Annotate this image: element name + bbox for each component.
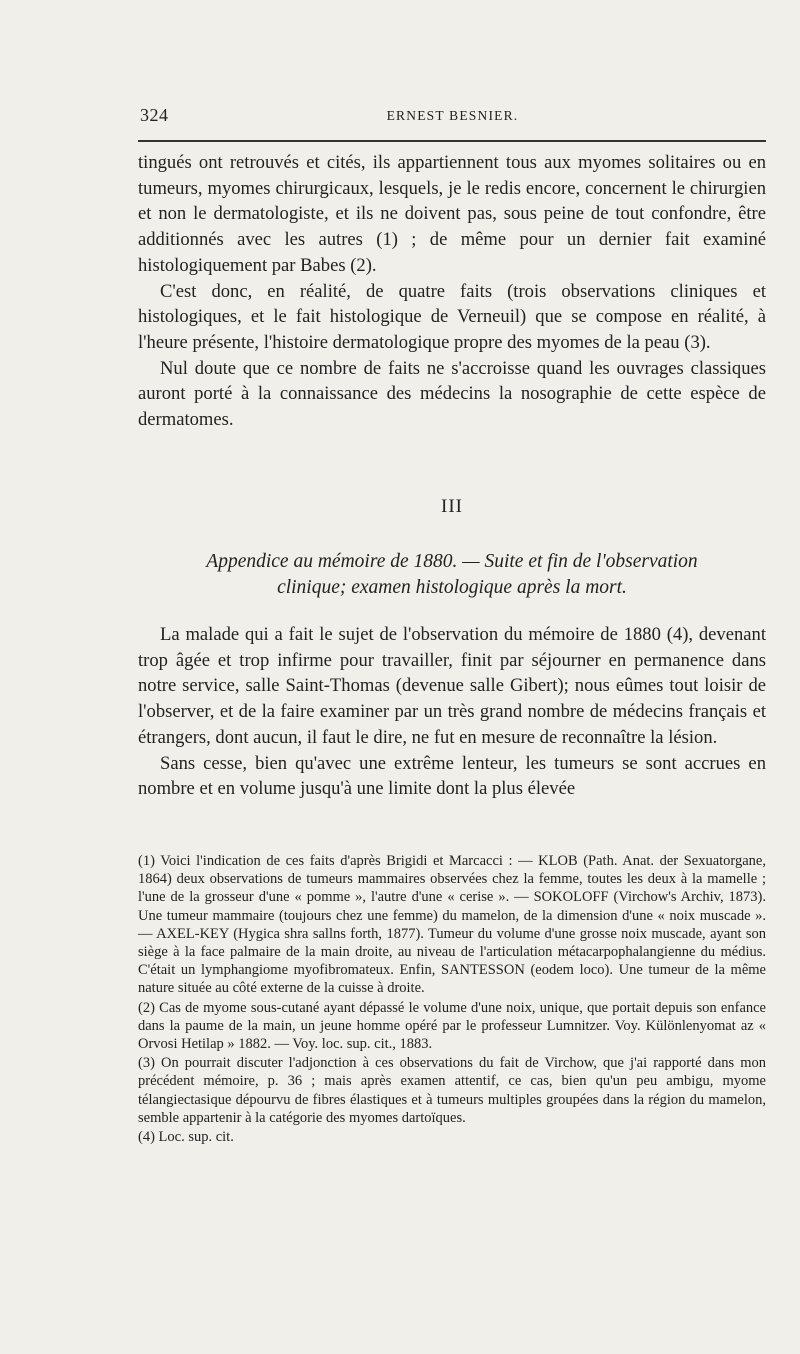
footnote: (1) Voici l'indication de ces faits d'après Brigidi et Marcacci : — KLOB (Path. Anat. der Sexuatorgane, 1864) deux observations de tumeurs mammaires observées chez la femme, toutes les deux à la mamelle ; l'une de la grosseur d'une « pomme », l'autre d'une « cerise ». — SOKOLOFF (Virchow's Archiv, 1873). Une tumeur mammaire (toujours chez une femme) du mamelon, de la dimension d'une « noix muscade ». — AXEL-KEY (Hygica shra sallns forth, 1877). Tumeur du volume d'une grosse noix muscade, ayant son siège à la face palmaire de la main droite, au niveau de l'articulation métacarpophalangienne du médius. C'était un lymphangiome myofibromateux. Enfin, SANTESSON (eodem loco). Une tumeur de la même nature située au côté externe de la cuisse à droite.	[138, 853, 766, 997]
header-rule	[138, 140, 766, 142]
paragraph: C'est donc, en réalité, de quatre faits (trois observations cliniques et histologiques, et le fait histologique de Verneuil) que se compose en réalité, à l'heure présente, l'histoire dermatologique propre des myomes de la peau (3).	[138, 280, 766, 353]
section-text	[138, 622, 766, 802]
section-title-line: clinique; examen histologique après la mort.	[277, 577, 627, 598]
paragraph: tingués ont retrouvés et cités, ils appartiennent tous aux myomes solitaires ou en tumeurs, myomes chirurgicaux, lesquels, je le redis encore, concernent le chirurgien et non le dermatologiste, et ils ne doivent pas, sous peine de tout confondre, être additionnés avec les autres (1) ; de même pour un dernier fait examiné histologiquement par Babes (2).	[138, 152, 766, 276]
footnote: (2) Cas de myome sous-cutané ayant dépassé le volume d'une noix, unique, que portait depuis son enfance dans la paume de la main, un jeune homme opéré par le professeur Lumnitzer. Voy. Különlenyomat az « Orvosi Hetilap » 1882. — Voy. loc. sup. cit., 1883.	[138, 999, 766, 1053]
main-text	[138, 150, 766, 433]
footnote: (4) Loc. sup. cit.	[138, 1129, 234, 1146]
running-head: ERNEST BESNIER.	[386, 108, 519, 123]
paragraph: Sans cesse, bien qu'avec une extrême lenteur, les tumeurs se sont accrues en nombre et en volume jusqu'à une limite dont la plus élevée	[138, 752, 766, 800]
page-header	[140, 105, 765, 129]
section-title	[138, 549, 766, 601]
page-number: 324	[140, 105, 169, 125]
footnotes	[138, 852, 766, 1146]
paragraph: La malade qui a fait le sujet de l'observation du mémoire de 1880 (4), devenant trop âgée et trop infirme pour travailler, finit par séjourner en permanence dans notre service, salle Saint-Thomas (devenue salle Gibert); nous eûmes tout loisir de l'observer, et de la faire examiner par un très grand nombre de médecins français et étrangers, dont aucun, il faut le dire, ne fut en mesure de reconnaître la lésion.	[138, 624, 766, 748]
footnote: (3) On pourrait discuter l'adjonction à ces observations du fait de Virchow, que j'ai rapporté dans mon précédent mémoire, p. 36 ; mais après examen attentif, ce cas, bien qu'un peu ambigu, myome télangiectasique dépourvu de fibres élastiques et à tumeurs multiples groupées dans la région du mamelon, semble appartenir à la catégorie des myomes dartoïques.	[138, 1055, 766, 1126]
section-title-line: Appendice au mémoire de 1880. — Suite et fin de l'observation	[206, 551, 698, 572]
paragraph: Nul doute que ce nombre de faits ne s'accroisse quand les ouvrages classiques auront porté à la connaissance des médecins la nosographie de cette espèce de dermatomes.	[138, 357, 766, 431]
section-number: III	[441, 496, 463, 517]
